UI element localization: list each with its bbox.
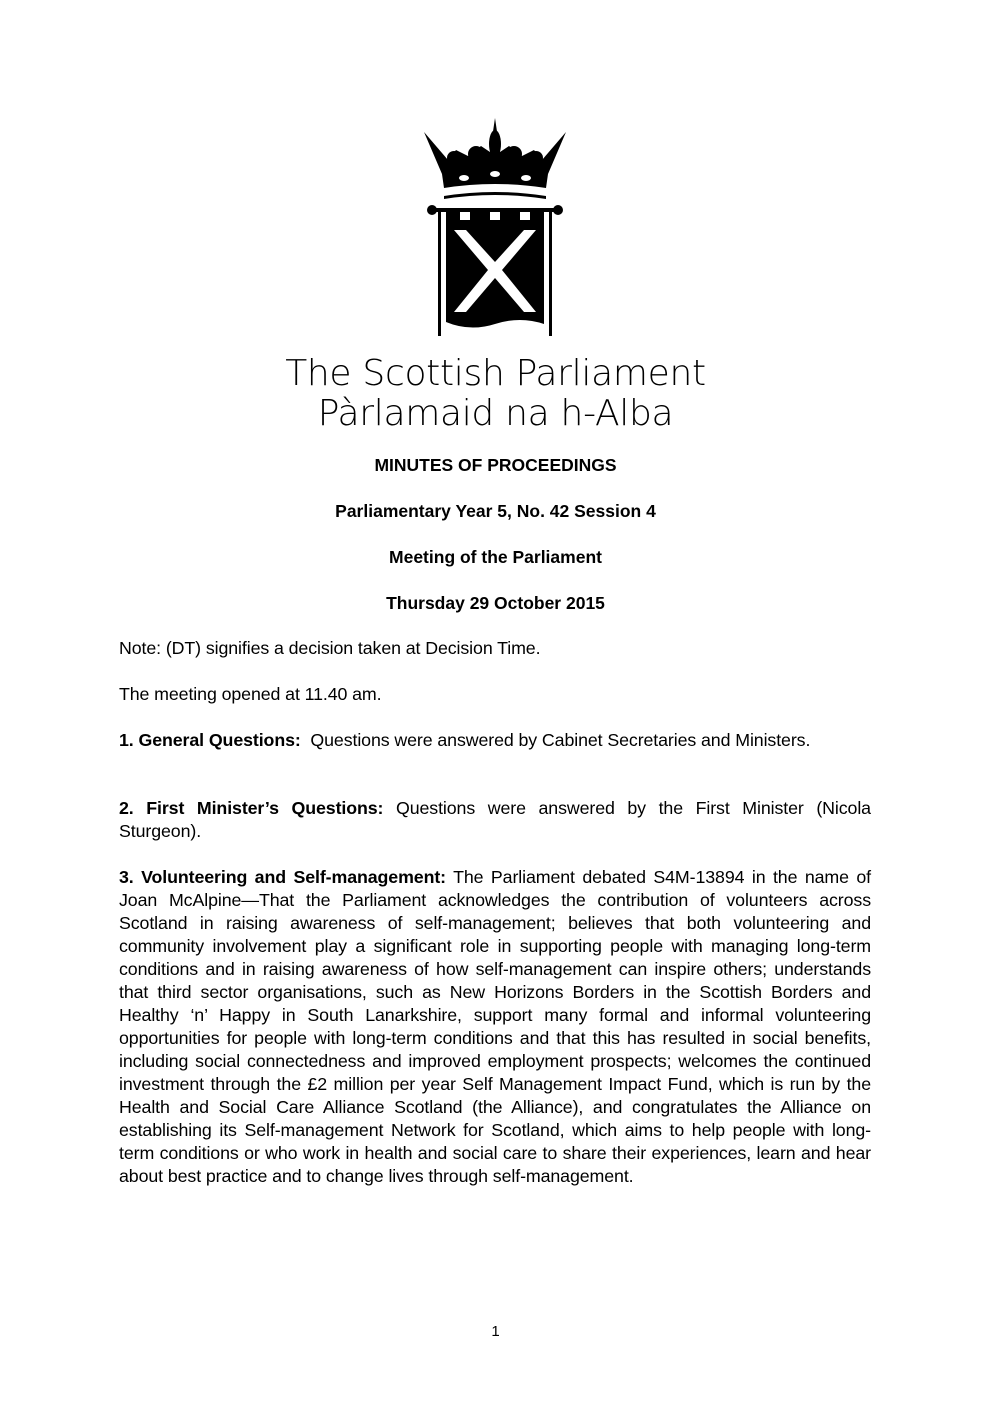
agenda-item-text: Questions were answered by the First Minister (Nicola Sturgeon). <box>119 798 876 841</box>
scottish-parliament-crest-icon <box>424 116 566 338</box>
decision-time-note: Note: (DT) signifies a decision taken at Decision Time. <box>119 638 541 658</box>
agenda-item-heading: 3. Volunteering and Self-management: <box>119 867 446 887</box>
date-heading: Thursday 29 October 2015 <box>386 593 605 613</box>
agenda-item-heading: 2. First Minister’s Questions: <box>119 798 384 818</box>
parliamentary-year-heading: Parliamentary Year 5, No. 42 Session 4 <box>335 501 656 521</box>
parliament-name-gaelic: Pàrlamaid na h-Alba <box>317 393 674 434</box>
page-number: 1 <box>491 1323 500 1340</box>
agenda-item-2 <box>119 797 876 843</box>
agenda-item-1 <box>119 729 871 752</box>
meeting-heading: Meeting of the Parliament <box>389 547 602 567</box>
agenda-item-text: Questions were answered by Cabinet Secretaries and Ministers. <box>300 730 811 750</box>
agenda-item-heading: 1. General Questions: <box>119 730 301 750</box>
meeting-opened-text: The meeting opened at 11.40 am. <box>119 684 382 704</box>
document-type-heading: MINUTES OF PROCEEDINGS <box>374 455 617 475</box>
parliament-name-english: The Scottish Parliament <box>285 353 706 394</box>
agenda-item-text: The Parliament debated S4M-13894 in the name of Joan McAlpine—That the Parliament acknowledges the contribution of volunteers across Scotland in raising awareness of self-management; believes that both volunteering and community involvement play a significant role in supporting people with managing long-term conditions and in raising awareness of how self-management can inspire others; understands that third sector organisations, such as New Horizons Borders in the Scottish Borders and Healthy ‘n’ Happy in South Lanarkshire, support many formal and informal volunteering opportunities for people with long-term conditions and that this has resulted in social benefits, including social connectedness and improved employment prospects; welcomes the continued investment through the £2 million per year Self Management Impact Fund, which is run by the Health and Social Care Alliance Scotland (the Alliance), and congratulates the Alliance on establishing its Self-management Network for Scotland, which aims to help people with long-term conditions or who work in health and social care to share their experiences, learn and hear about best practice and to change lives through self-management. <box>119 867 871 1186</box>
agenda-item-3 <box>119 866 871 1188</box>
